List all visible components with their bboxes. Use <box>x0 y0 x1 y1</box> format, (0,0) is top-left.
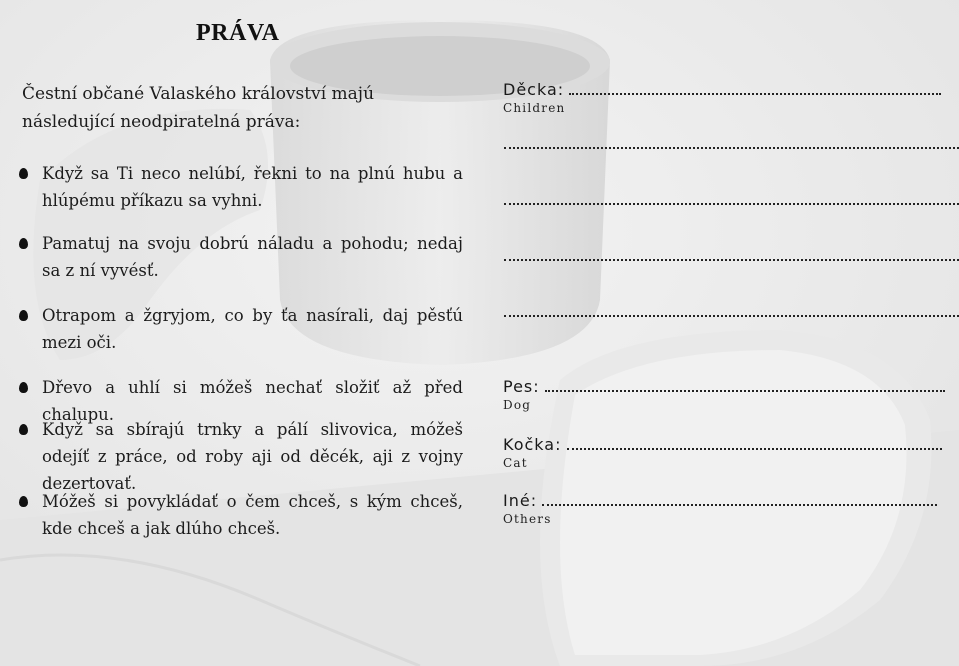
right-text: Dřevo a uhlí si móžeš nechať složiť až před chalupu. <box>42 378 463 424</box>
children-blank[interactable] <box>569 93 941 95</box>
intro-text: Čestní občané Valaského království majú následující neodpiratelná práva: <box>22 84 375 132</box>
others-sublabel: Others <box>503 512 552 526</box>
dog-sublabel: Dog <box>503 398 532 412</box>
cat-blank[interactable] <box>567 448 942 450</box>
cat-label: Kočka: <box>503 435 562 454</box>
list-item <box>18 488 463 542</box>
right-text: Pamatuj na svoju dobrú náladu a pohodu; nedaj sa z ní vyvésť. <box>42 234 463 280</box>
bullet-icon <box>19 168 28 179</box>
list-item <box>18 302 463 356</box>
bullet-icon <box>19 382 28 393</box>
cat-sublabel: Cat <box>503 456 528 470</box>
dog-field[interactable] <box>503 377 945 396</box>
others-field[interactable] <box>503 491 937 510</box>
children-blank-line[interactable] <box>504 259 959 261</box>
children-blank-line[interactable] <box>504 147 959 149</box>
right-text: Když sa sbírajú trnky a pálí slivovica, móžeš odejíť z práce, od roby aji od děcék, aji z vojny dezertovať. <box>42 420 463 493</box>
list-item <box>18 230 463 284</box>
list-item <box>18 160 463 214</box>
dog-label: Pes: <box>503 377 540 396</box>
right-text: Když sa Ti neco nelúbí, řekni to na plnú hubu a hlúpému příkazu sa vyhni. <box>42 164 463 210</box>
bullet-icon <box>19 424 28 435</box>
others-blank[interactable] <box>542 504 937 506</box>
children-blank-line[interactable] <box>504 203 959 205</box>
list-item <box>18 416 463 497</box>
children-sublabel: Children <box>503 101 566 115</box>
dog-blank[interactable] <box>545 390 945 392</box>
right-text: Otrapom a žgryjom, co by ťa nasírali, daj pěsťú mezi oči. <box>42 306 463 352</box>
children-field[interactable] <box>503 80 941 99</box>
bullet-icon <box>19 496 28 507</box>
bullet-icon <box>19 310 28 321</box>
page-title: PRÁVA <box>196 20 280 46</box>
others-label: Iné: <box>503 491 538 510</box>
children-label: Děcka: <box>503 80 565 99</box>
right-text: Móžeš si povykládať o čem chceš, s kým chceš, kde chceš a jak dlúho chceš. <box>42 492 463 538</box>
children-blank-line[interactable] <box>504 315 959 317</box>
cat-field[interactable] <box>503 435 942 454</box>
bullet-icon <box>19 238 28 249</box>
